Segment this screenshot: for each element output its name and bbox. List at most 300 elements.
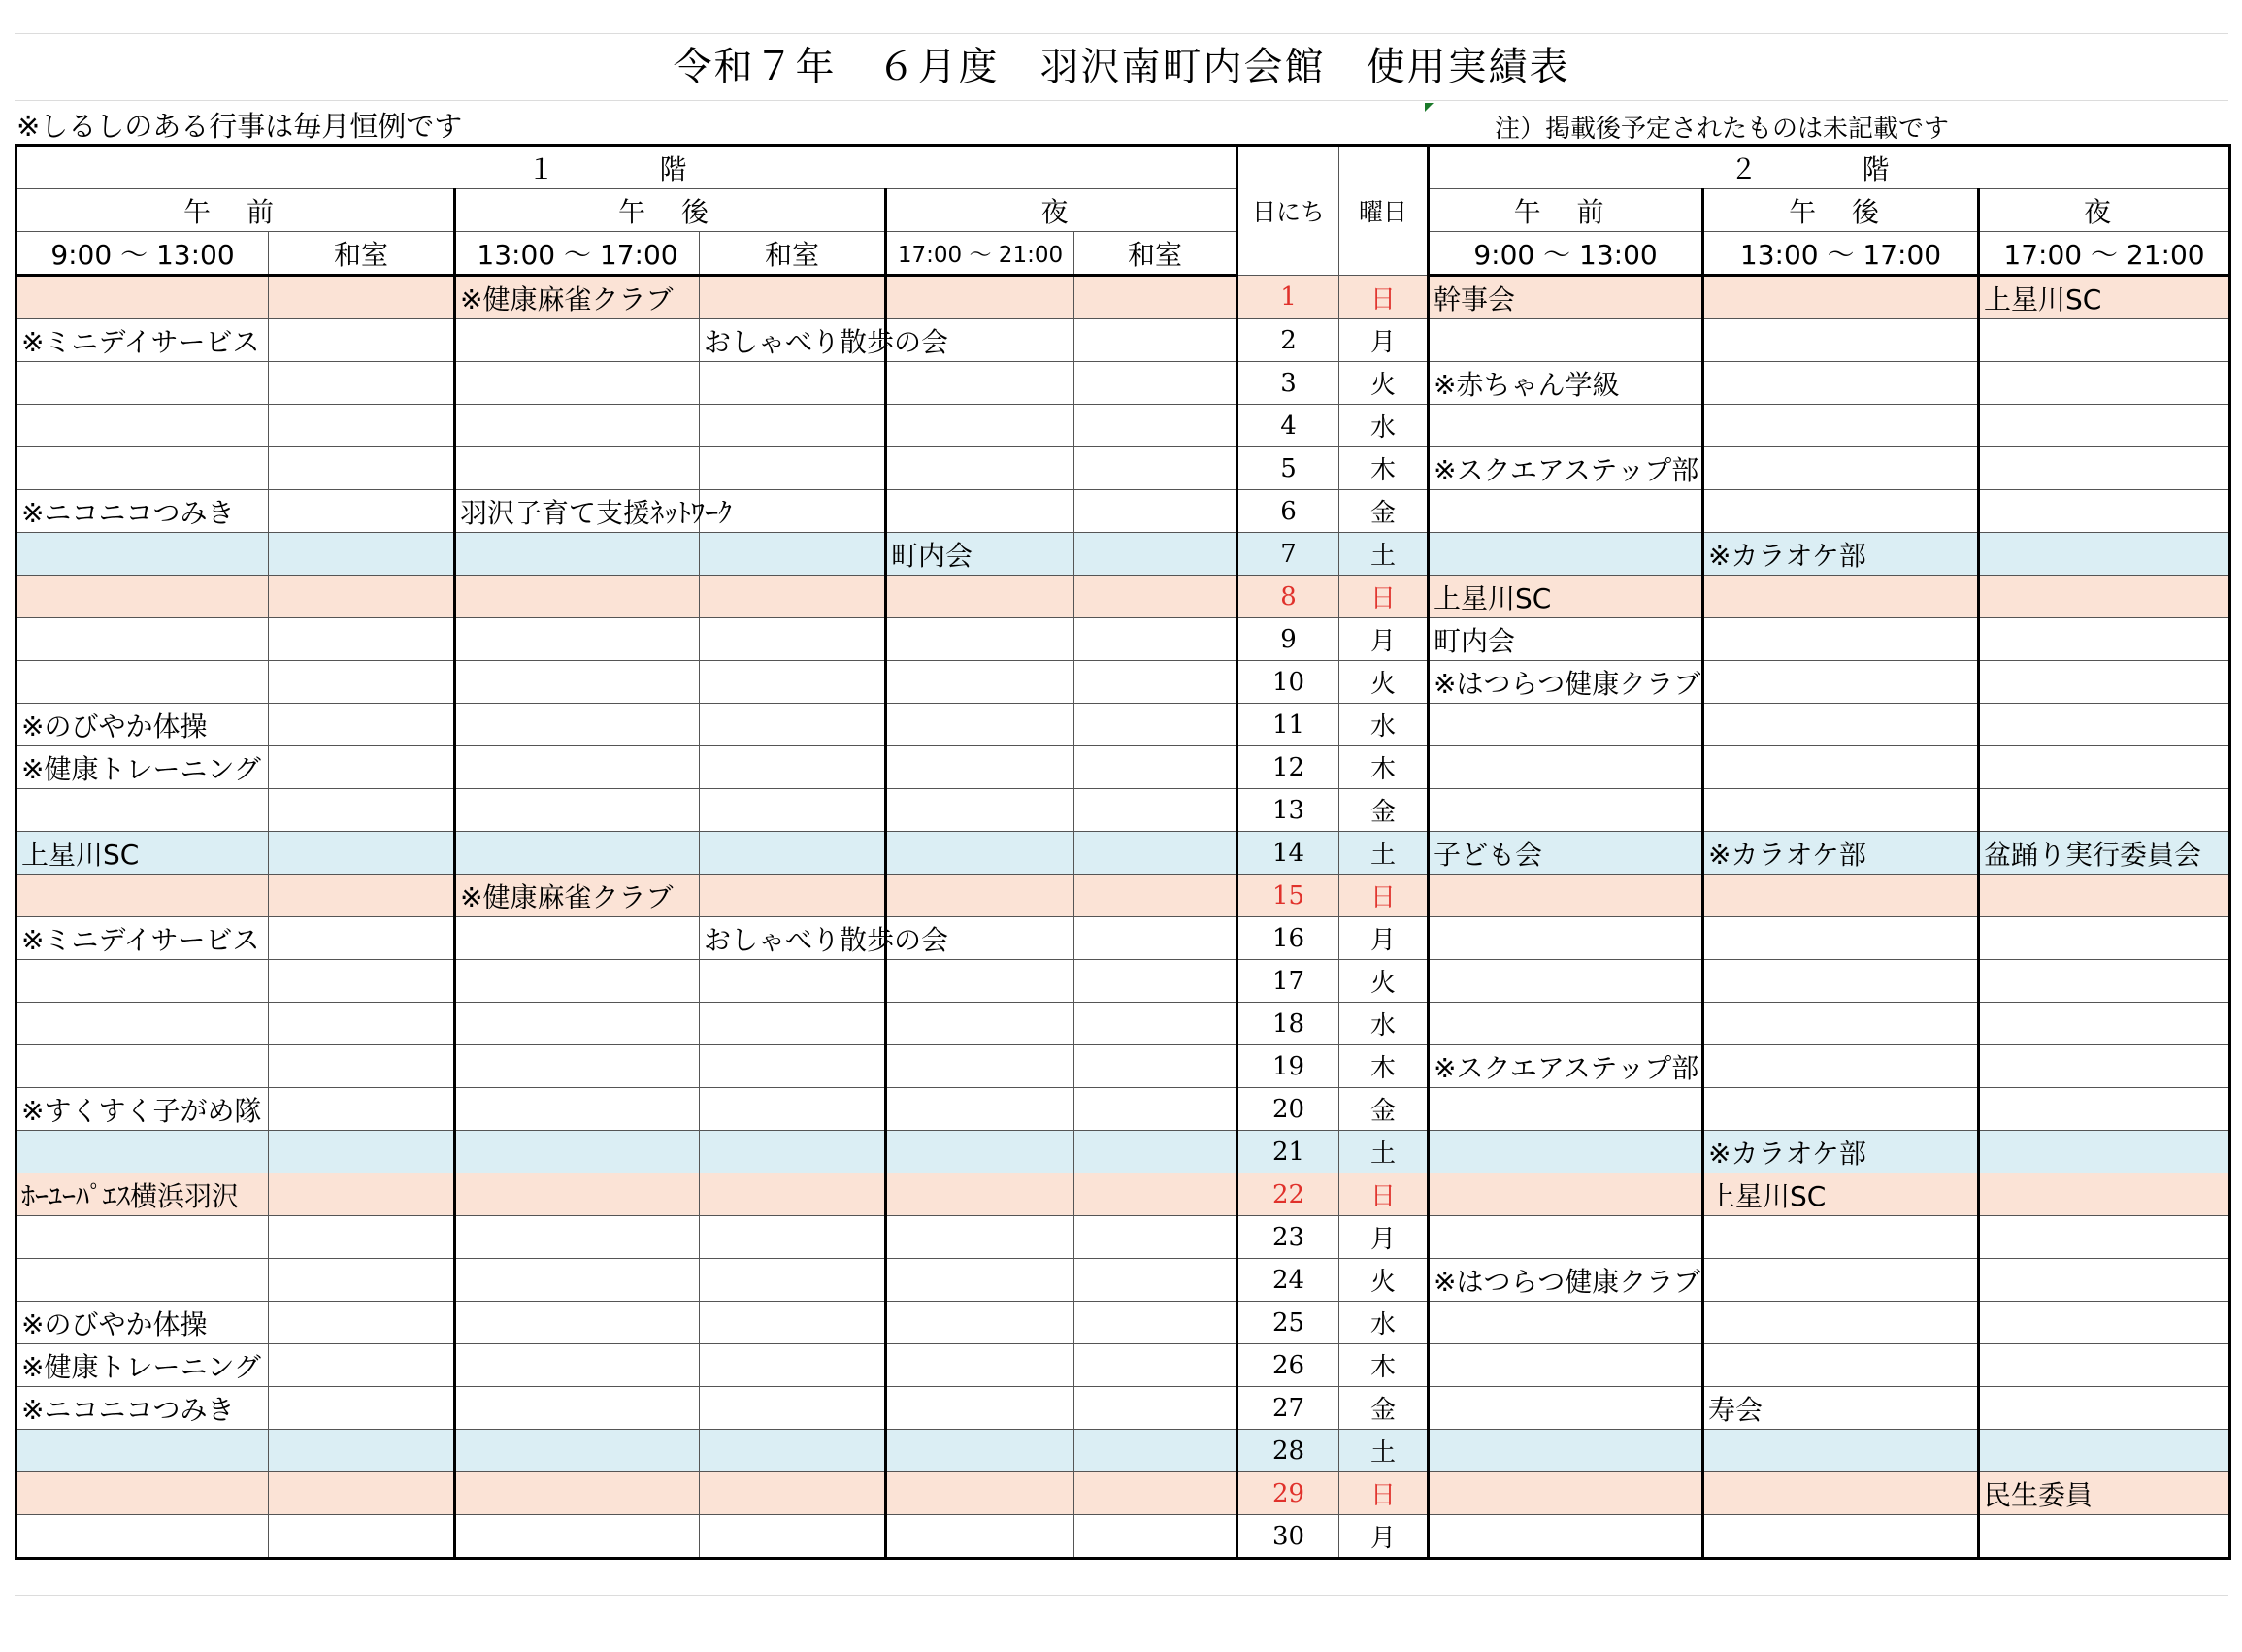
weekday-cell: 金 — [1339, 1088, 1429, 1131]
f1-night-cell — [886, 661, 1074, 704]
f1-am-cell: ※のびやか体操 — [16, 1302, 269, 1344]
weekday-cell: 木 — [1339, 1045, 1429, 1088]
f2-pm-cell: ※カラオケ部 — [1703, 533, 1979, 576]
f1-am-washitsu-cell — [269, 447, 455, 490]
f1-am-washitsu-cell — [269, 1131, 455, 1173]
f1-am-washitsu-cell — [269, 1173, 455, 1216]
weekday-header: 曜日 — [1339, 146, 1429, 276]
f1-night-washitsu-cell — [1074, 1302, 1237, 1344]
f2-am-cell — [1429, 1472, 1703, 1515]
f1-am-washitsu-cell — [269, 1387, 455, 1430]
f1-night-washitsu-cell — [1074, 1003, 1237, 1045]
f2-am-cell — [1429, 319, 1703, 362]
f1-night-washitsu-cell — [1074, 1088, 1237, 1131]
f1-pm-cell — [455, 405, 700, 447]
weekday-cell: 日 — [1339, 875, 1429, 917]
f2-night-cell — [1979, 1045, 2230, 1088]
f1-pm-washitsu-cell — [700, 447, 886, 490]
table-row — [16, 1259, 2230, 1302]
f1-pm-washitsu-cell — [700, 1344, 886, 1387]
f2-night-cell — [1979, 1131, 2230, 1173]
f2-am-cell: 上星川SC — [1429, 576, 1703, 618]
f2-pm-cell — [1703, 362, 1979, 405]
f1-pm-cell — [455, 1216, 700, 1259]
weekday-cell: 金 — [1339, 789, 1429, 832]
f1-am-cell — [16, 1472, 269, 1515]
f1-am-header: 午 前 — [16, 189, 455, 232]
f1-am-washitsu-cell — [269, 405, 455, 447]
day-cell: 25 — [1237, 1302, 1339, 1344]
weekday-cell: 火 — [1339, 1259, 1429, 1302]
f2-pm-cell — [1703, 789, 1979, 832]
weekday-cell: 水 — [1339, 704, 1429, 746]
f1-night-cell — [886, 1216, 1074, 1259]
weekday-cell: 水 — [1339, 405, 1429, 447]
blank-spreadsheet-row — [15, 1560, 2228, 1596]
f1-am-cell: ※健康トレーニング — [16, 1344, 269, 1387]
first-floor-header: １ 階 — [16, 146, 1237, 189]
day-header: 日にち — [1237, 146, 1339, 276]
table-row — [16, 661, 2230, 704]
f2-pm-cell: 上星川SC — [1703, 1173, 1979, 1216]
f2-night-cell — [1979, 917, 2230, 960]
table-row — [16, 405, 2230, 447]
f1-night-cell — [886, 832, 1074, 875]
f1-night-cell — [886, 1344, 1074, 1387]
f1-pm-cell — [455, 447, 700, 490]
f2-night-cell — [1979, 1259, 2230, 1302]
f1-am-cell: ※ミニデイサービス — [16, 917, 269, 960]
f1-night-cell — [886, 704, 1074, 746]
day-cell: 30 — [1237, 1515, 1339, 1559]
table-row — [16, 1472, 2230, 1515]
f2-am-cell — [1429, 1430, 1703, 1472]
f1-night-washitsu-cell — [1074, 1344, 1237, 1387]
day-cell: 21 — [1237, 1131, 1339, 1173]
table-row — [16, 917, 2230, 960]
f2-am-header: 午 前 — [1429, 189, 1703, 232]
f1-am-cell — [16, 1045, 269, 1088]
f1-pm-washitsu-cell — [700, 704, 886, 746]
f1-night-washitsu-cell — [1074, 1259, 1237, 1302]
f2-pm-cell — [1703, 1472, 1979, 1515]
f2-pm-cell: ※カラオケ部 — [1703, 1131, 1979, 1173]
f1-am-washitsu-cell — [269, 832, 455, 875]
f1-night-washitsu-cell — [1074, 875, 1237, 917]
f1-night-cell — [886, 960, 1074, 1003]
f1-pm-cell: ※健康麻雀クラブ — [455, 875, 700, 917]
f1-pm-cell — [455, 362, 700, 405]
f2-pm-cell — [1703, 1430, 1979, 1472]
f1-am-washitsu-cell — [269, 1430, 455, 1472]
f2-night-cell — [1979, 1515, 2230, 1559]
table-row — [16, 533, 2230, 576]
f2-pm-cell: 寿会 — [1703, 1387, 1979, 1430]
day-cell: 7 — [1237, 533, 1339, 576]
f1-am-washitsu-cell — [269, 704, 455, 746]
f1-am-washitsu-cell — [269, 1302, 455, 1344]
f1-night-cell — [886, 576, 1074, 618]
f1-pm-cell — [455, 1344, 700, 1387]
day-cell: 12 — [1237, 746, 1339, 789]
day-cell: 19 — [1237, 1045, 1339, 1088]
f1-pm-washitsu-cell: おしゃべり散歩の会 — [700, 319, 886, 362]
f1-night-washitsu-cell — [1074, 832, 1237, 875]
f1-night-cell — [886, 1045, 1074, 1088]
table-row — [16, 1088, 2230, 1131]
f2-am-cell — [1429, 1088, 1703, 1131]
table-row — [16, 1003, 2230, 1045]
f1-am-washitsu-cell — [269, 960, 455, 1003]
f1-am-washitsu-cell — [269, 1259, 455, 1302]
table-row — [16, 704, 2230, 746]
f1-pm-cell — [455, 832, 700, 875]
f1-night-cell — [886, 875, 1074, 917]
table-row — [16, 960, 2230, 1003]
f1-night-header: 夜 — [886, 189, 1237, 232]
table-row — [16, 319, 2230, 362]
f2-night-cell — [1979, 661, 2230, 704]
f1-am-washitsu-cell — [269, 362, 455, 405]
f1-night-washitsu-cell — [1074, 1430, 1237, 1472]
f1-pm-washitsu-cell — [700, 789, 886, 832]
f1-night-washitsu-cell — [1074, 1131, 1237, 1173]
weekday-cell: 火 — [1339, 362, 1429, 405]
table-row — [16, 875, 2230, 917]
f1-am-cell: ﾎｰﾕｰﾊﾟｴｽ横浜羽沢 — [16, 1173, 269, 1216]
f1-am-cell — [16, 1259, 269, 1302]
f1-pm-washitsu-cell — [700, 1302, 886, 1344]
day-cell: 29 — [1237, 1472, 1339, 1515]
f2-night-cell — [1979, 1003, 2230, 1045]
f1-night-washitsu-cell — [1074, 276, 1237, 319]
table-row — [16, 1216, 2230, 1259]
f1-pm-cell — [455, 1131, 700, 1173]
f1-pm-washitsu-cell — [700, 1173, 886, 1216]
day-cell: 2 — [1237, 319, 1339, 362]
f1-am-cell — [16, 276, 269, 319]
f2-pm-cell — [1703, 405, 1979, 447]
f1-pm-washitsu-cell — [700, 362, 886, 405]
day-cell: 9 — [1237, 618, 1339, 661]
blank-spreadsheet-row — [15, 14, 2228, 34]
f1-pm-washitsu-cell — [700, 960, 886, 1003]
f1-night-washitsu-cell — [1074, 661, 1237, 704]
f2-pm-cell — [1703, 960, 1979, 1003]
f1-am-cell — [16, 1131, 269, 1173]
f1-am-cell — [16, 447, 269, 490]
f2-night-cell — [1979, 533, 2230, 576]
f1-am-cell: ※ニコニコつみき — [16, 490, 269, 533]
f1-am-washitsu-cell — [269, 1472, 455, 1515]
f2-am-cell: 町内会 — [1429, 618, 1703, 661]
weekday-cell: 火 — [1339, 960, 1429, 1003]
f2-night-cell — [1979, 704, 2230, 746]
f1-night-washitsu: 和室 — [1074, 232, 1237, 276]
f2-night-cell — [1979, 576, 2230, 618]
f1-am-cell — [16, 875, 269, 917]
f1-pm-cell — [455, 1173, 700, 1216]
f1-pm-cell — [455, 618, 700, 661]
f1-am-washitsu-cell — [269, 1003, 455, 1045]
table-row — [16, 276, 2230, 319]
f1-pm-washitsu-cell — [700, 405, 886, 447]
f1-am-washitsu-cell — [269, 1045, 455, 1088]
second-floor-header: ２ 階 — [1429, 146, 2230, 189]
f1-night-washitsu-cell — [1074, 1045, 1237, 1088]
f1-am-cell — [16, 789, 269, 832]
f2-night-cell — [1979, 1088, 2230, 1131]
weekday-cell: 土 — [1339, 533, 1429, 576]
f1-pm-cell — [455, 533, 700, 576]
f2-am-cell: ※赤ちゃん学級 — [1429, 362, 1703, 405]
f1-pm-washitsu-cell — [700, 1387, 886, 1430]
f2-am-cell — [1429, 746, 1703, 789]
f2-night-cell — [1979, 875, 2230, 917]
unlisted-note: 注）掲載後予定されたものは未記載です — [1495, 115, 1950, 144]
f1-pm-cell — [455, 960, 700, 1003]
day-cell: 6 — [1237, 490, 1339, 533]
f2-night-cell — [1979, 1430, 2230, 1472]
f1-night-cell — [886, 1003, 1074, 1045]
f1-pm-washitsu-cell — [700, 618, 886, 661]
f1-am-washitsu-cell — [269, 490, 455, 533]
f2-am-cell — [1429, 704, 1703, 746]
f1-night-cell — [886, 276, 1074, 319]
f1-am-washitsu-cell — [269, 746, 455, 789]
f1-night-cell — [886, 447, 1074, 490]
notes-row — [15, 101, 2228, 144]
f1-am-cell: ※すくすく子がめ隊 — [16, 1088, 269, 1131]
f2-night-cell — [1979, 618, 2230, 661]
f1-pm-cell — [455, 576, 700, 618]
f1-pm-washitsu-cell — [700, 1131, 886, 1173]
weekday-cell: 月 — [1339, 1216, 1429, 1259]
table-row — [16, 789, 2230, 832]
f1-pm-header: 午 後 — [455, 189, 886, 232]
weekday-cell: 金 — [1339, 490, 1429, 533]
f1-night-washitsu-cell — [1074, 576, 1237, 618]
day-cell: 13 — [1237, 789, 1339, 832]
f1-am-washitsu-cell — [269, 618, 455, 661]
f2-pm-cell: ※カラオケ部 — [1703, 832, 1979, 875]
weekday-cell: 木 — [1339, 1344, 1429, 1387]
f2-am-cell — [1429, 1387, 1703, 1430]
table-row — [16, 746, 2230, 789]
weekday-cell: 金 — [1339, 1387, 1429, 1430]
f2-night-cell — [1979, 789, 2230, 832]
f2-am-cell — [1429, 875, 1703, 917]
schedule-sheet — [15, 14, 2228, 1596]
weekday-cell: 日 — [1339, 1472, 1429, 1515]
f1-pm-washitsu-cell — [700, 1003, 886, 1045]
f2-night-cell — [1979, 490, 2230, 533]
day-cell: 22 — [1237, 1173, 1339, 1216]
f1-pm-cell — [455, 1302, 700, 1344]
f1-night-washitsu-cell — [1074, 618, 1237, 661]
f1-night-cell — [886, 1088, 1074, 1131]
day-cell: 24 — [1237, 1259, 1339, 1302]
f1-pm-washitsu-cell — [700, 661, 886, 704]
table-row — [16, 1173, 2230, 1216]
day-cell: 27 — [1237, 1387, 1339, 1430]
f1-am-cell — [16, 1003, 269, 1045]
f1-pm-cell: ※健康麻雀クラブ — [455, 276, 700, 319]
weekday-cell: 日 — [1339, 1173, 1429, 1216]
table-row — [16, 1430, 2230, 1472]
f1-pm-washitsu-cell — [700, 1515, 886, 1559]
f2-am-cell — [1429, 917, 1703, 960]
f1-night-cell — [886, 1387, 1074, 1430]
f1-pm-washitsu-cell — [700, 1430, 886, 1472]
f2-pm-cell — [1703, 661, 1979, 704]
f1-night-cell — [886, 1430, 1074, 1472]
f1-night-cell — [886, 405, 1074, 447]
f2-night-cell — [1979, 447, 2230, 490]
f1-night-washitsu-cell — [1074, 533, 1237, 576]
f2-pm-cell — [1703, 1302, 1979, 1344]
f2-am-cell — [1429, 789, 1703, 832]
f2-night-cell — [1979, 362, 2230, 405]
f2-night-cell — [1979, 1302, 2230, 1344]
f2-am-cell: ※はつらつ健康クラブ — [1429, 661, 1703, 704]
f1-am-cell — [16, 1430, 269, 1472]
day-cell: 18 — [1237, 1003, 1339, 1045]
day-cell: 28 — [1237, 1430, 1339, 1472]
weekday-cell: 月 — [1339, 618, 1429, 661]
weekday-cell: 月 — [1339, 917, 1429, 960]
f2-am-cell — [1429, 1344, 1703, 1387]
usage-table — [15, 144, 2231, 1560]
f2-night-cell: 民生委員 — [1979, 1472, 2230, 1515]
f2-pm-cell — [1703, 319, 1979, 362]
f1-am-cell — [16, 576, 269, 618]
weekday-cell: 水 — [1339, 1003, 1429, 1045]
f2-night-cell — [1979, 1387, 2230, 1430]
f1-night-washitsu-cell — [1074, 1387, 1237, 1430]
f1-pm-cell — [455, 1430, 700, 1472]
weekday-cell: 木 — [1339, 746, 1429, 789]
f1-pm-washitsu-cell — [700, 1045, 886, 1088]
f1-pm-washitsu-cell — [700, 875, 886, 917]
f1-am-washitsu-cell — [269, 1344, 455, 1387]
f1-night-cell: 町内会 — [886, 533, 1074, 576]
f1-am-washitsu-cell — [269, 789, 455, 832]
f2-am-cell — [1429, 1515, 1703, 1559]
f1-pm-cell — [455, 661, 700, 704]
f2-am-cell — [1429, 960, 1703, 1003]
f1-night-washitsu-cell — [1074, 917, 1237, 960]
table-row — [16, 618, 2230, 661]
f2-night-time: 17:00 ～ 21:00 — [1979, 232, 2230, 276]
f1-pm-cell — [455, 1515, 700, 1559]
f1-night-cell — [886, 1259, 1074, 1302]
f1-night-cell — [886, 1472, 1074, 1515]
f1-night-cell — [886, 490, 1074, 533]
f2-pm-cell — [1703, 276, 1979, 319]
f1-night-washitsu-cell — [1074, 1216, 1237, 1259]
f2-am-cell: ※はつらつ健康クラブ — [1429, 1259, 1703, 1302]
f2-am-cell — [1429, 490, 1703, 533]
f2-pm-cell — [1703, 618, 1979, 661]
f1-pm-washitsu-cell — [700, 1259, 886, 1302]
f1-am-washitsu-cell — [269, 661, 455, 704]
weekday-cell: 火 — [1339, 661, 1429, 704]
f2-pm-cell — [1703, 447, 1979, 490]
f2-am-cell: ※スクエアステップ部 — [1429, 447, 1703, 490]
f2-pm-cell — [1703, 1003, 1979, 1045]
table-row — [16, 1387, 2230, 1430]
f1-night-time: 17:00 ～ 21:00 — [886, 232, 1074, 276]
table-row — [16, 362, 2230, 405]
table-row — [16, 1131, 2230, 1173]
f1-pm-washitsu-cell — [700, 746, 886, 789]
f1-night-washitsu-cell — [1074, 319, 1237, 362]
recurring-note: ※しるしのある行事は毎月恒例です — [16, 110, 463, 143]
day-cell: 15 — [1237, 875, 1339, 917]
table-row — [16, 1045, 2230, 1088]
f2-pm-time: 13:00 ～ 17:00 — [1703, 232, 1979, 276]
f1-pm-cell — [455, 746, 700, 789]
f2-night-cell — [1979, 319, 2230, 362]
f2-pm-cell — [1703, 1259, 1979, 1302]
f1-night-cell — [886, 789, 1074, 832]
f2-night-cell — [1979, 1173, 2230, 1216]
weekday-cell: 土 — [1339, 1131, 1429, 1173]
f2-pm-cell — [1703, 917, 1979, 960]
f1-night-cell — [886, 1302, 1074, 1344]
f2-pm-cell — [1703, 746, 1979, 789]
weekday-cell: 木 — [1339, 447, 1429, 490]
f1-am-cell — [16, 405, 269, 447]
f1-am-cell — [16, 1515, 269, 1559]
table-row — [16, 1515, 2230, 1559]
weekday-cell: 日 — [1339, 276, 1429, 319]
f2-pm-cell — [1703, 1045, 1979, 1088]
f1-night-cell — [886, 362, 1074, 405]
f1-am-cell — [16, 1216, 269, 1259]
f1-night-washitsu-cell — [1074, 447, 1237, 490]
f2-am-cell — [1429, 1216, 1703, 1259]
f1-am-cell: 上星川SC — [16, 832, 269, 875]
f1-pm-time: 13:00 ～ 17:00 — [455, 232, 700, 276]
table-row — [16, 1344, 2230, 1387]
f2-pm-cell — [1703, 704, 1979, 746]
f1-pm-cell — [455, 917, 700, 960]
f2-am-cell — [1429, 1302, 1703, 1344]
f1-pm-washitsu: 和室 — [700, 232, 886, 276]
sheet-title: 令和７年 ６月度 羽沢南町内会館 使用実績表 — [15, 34, 2228, 101]
f1-pm-cell — [455, 1387, 700, 1430]
f1-am-cell — [16, 960, 269, 1003]
f1-pm-cell — [455, 1088, 700, 1131]
f2-pm-cell — [1703, 1515, 1979, 1559]
cell-comment-marker — [1425, 103, 1434, 112]
table-row — [16, 447, 2230, 490]
weekday-cell: 土 — [1339, 832, 1429, 875]
f2-night-header: 夜 — [1979, 189, 2230, 232]
f1-am-washitsu-cell — [269, 875, 455, 917]
f2-am-time: 9:00 ～ 13:00 — [1429, 232, 1703, 276]
f1-pm-washitsu-cell — [700, 576, 886, 618]
f1-pm-washitsu-cell — [700, 1088, 886, 1131]
day-cell: 5 — [1237, 447, 1339, 490]
f1-pm-cell — [455, 319, 700, 362]
f1-am-washitsu-cell — [269, 319, 455, 362]
day-cell: 11 — [1237, 704, 1339, 746]
f1-am-washitsu: 和室 — [269, 232, 455, 276]
f1-pm-washitsu-cell — [700, 533, 886, 576]
